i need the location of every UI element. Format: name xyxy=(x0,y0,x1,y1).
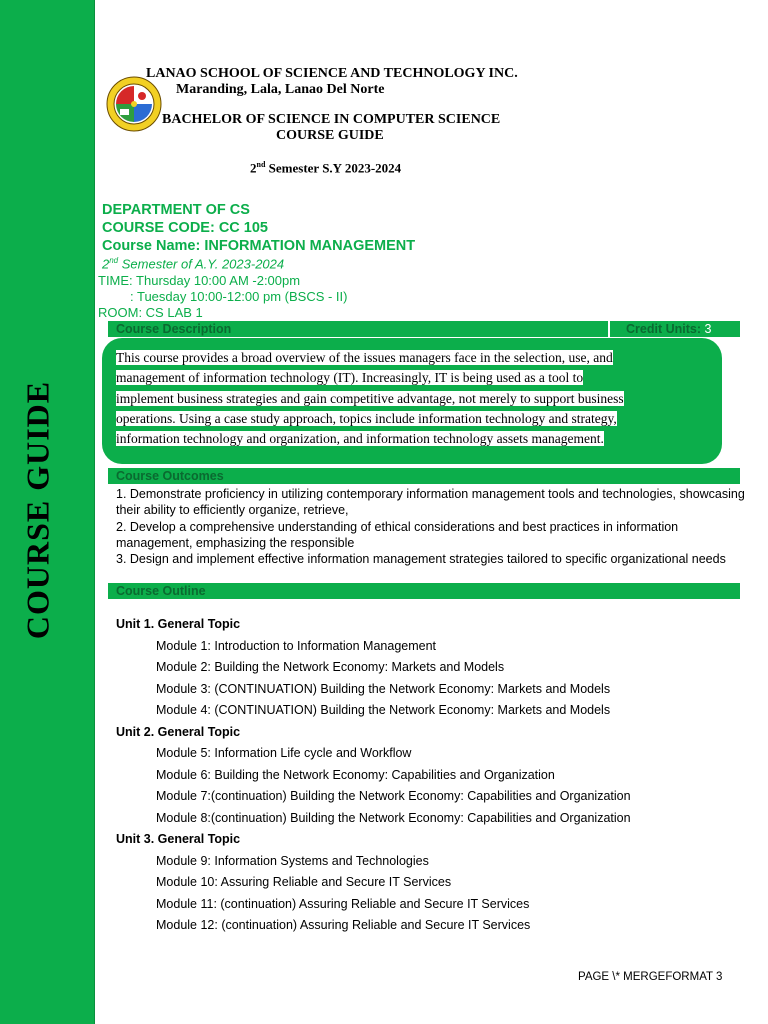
unit-title: Unit 2. General Topic xyxy=(116,724,241,739)
module-item: Module 1: Introduction to Information Management xyxy=(156,638,437,653)
doc-type: COURSE GUIDE xyxy=(276,128,384,143)
outcome-item: 2. Develop a comprehensive understanding of ethical considerations and best practices in information management, emphasizing the responsible xyxy=(116,519,679,550)
module-item: Module 10: Assuring Reliable and Secure IT Services xyxy=(156,875,452,889)
semester-header: 2nd Semester S.Y 2023-2024 xyxy=(250,160,402,176)
desc-line: management of information technology (IT). Increasingly, IT is being used as a tool to xyxy=(116,370,584,386)
module-item: Module 7:(continuation) Building the Network Economy: Capabilities and Organization xyxy=(156,789,631,803)
unit-title: Unit 3. General Topic xyxy=(116,832,241,846)
course-outline-bar xyxy=(108,583,740,599)
module-item: Module 4: (CONTINUATION) Building the Network Economy: Markets and Models xyxy=(156,703,611,717)
course-outcomes-bar xyxy=(108,468,740,484)
course-outcomes-label: Course Outcomes xyxy=(116,469,224,483)
bar-divider xyxy=(608,321,610,337)
course-description-text xyxy=(116,348,676,449)
credit-units: Credit Units: 3 xyxy=(626,322,712,336)
module-item: Module 8:(continuation) Building the Network Economy: Capabilities and Organization xyxy=(156,810,631,825)
schedule-time-2: : Tuesday 10:00-12:00 pm (BSCS - II) xyxy=(130,289,348,304)
module-item: Module 5: Information Life cycle and Workflow xyxy=(156,746,412,760)
school-address: Maranding, Lala, Lanao Del Norte xyxy=(176,82,385,97)
unit-title: Unit 1. General Topic xyxy=(116,617,241,631)
sidebar-title: COURSE GUIDE xyxy=(19,380,56,640)
room: ROOM: CS LAB 1 xyxy=(98,305,203,320)
module-item: Module 3: (CONTINUATION) Building the Network Economy: Markets and Models xyxy=(156,681,611,696)
module-item: Module 11: (continuation) Assuring Reliable and Secure IT Services xyxy=(156,896,530,911)
course-description-box xyxy=(102,338,722,464)
school-name: LANAO SCHOOL OF SCIENCE AND TECHNOLOGY INC. xyxy=(146,66,518,81)
course-outline xyxy=(116,614,631,937)
module-item: Module 12: (continuation) Assuring Reliable and Secure IT Services xyxy=(156,918,531,932)
course-outline-label: Course Outline xyxy=(116,584,206,598)
module-item: Module 6: Building the Network Economy: Capabilities and Organization xyxy=(156,767,555,782)
module-item: Module 2: Building the Network Economy: Markets and Models xyxy=(156,660,505,674)
course-description-label: Course Description xyxy=(116,322,232,336)
program-name: BACHELOR OF SCIENCE IN COMPUTER SCIENCE xyxy=(162,112,501,127)
page-footer: PAGE \* MERGEFORMAT 3 xyxy=(578,971,723,983)
course-outcomes-list xyxy=(116,486,746,567)
desc-line: This course provides a broad overview of the issues managers face in the selection, use, and xyxy=(116,350,613,365)
academic-semester: 2nd Semester of A.Y. 2023-2024 xyxy=(102,256,285,272)
department: DEPARTMENT OF CS xyxy=(102,202,250,218)
schedule-time-1: TIME: Thursday 10:00 AM -2:00pm xyxy=(98,273,301,288)
module-item: Module 9: Information Systems and Technologies xyxy=(156,853,429,868)
course-name: Course Name: INFORMATION MANAGEMENT xyxy=(102,238,416,254)
school-seal-icon xyxy=(106,76,162,132)
outcome-item: 1. Demonstrate proficiency in utilizing contemporary information management tools and technologies, showcasing their ability to efficiently organize, retrieve, xyxy=(116,487,745,518)
course-code: COURSE CODE: CC 105 xyxy=(102,220,268,236)
desc-line: implement business strategies and gain competitive advantage, not merely to support business xyxy=(116,390,624,406)
course-description-bar xyxy=(108,321,740,337)
desc-line: operations. Using a case study approach, topics include information technology and strategy, xyxy=(116,410,617,426)
sidebar xyxy=(0,0,95,1024)
outcome-item: 3. Design and implement effective information management strategies tailored to specific organizational needs xyxy=(116,552,726,567)
desc-line: information technology and organization, and information technology assets management. xyxy=(116,431,604,447)
